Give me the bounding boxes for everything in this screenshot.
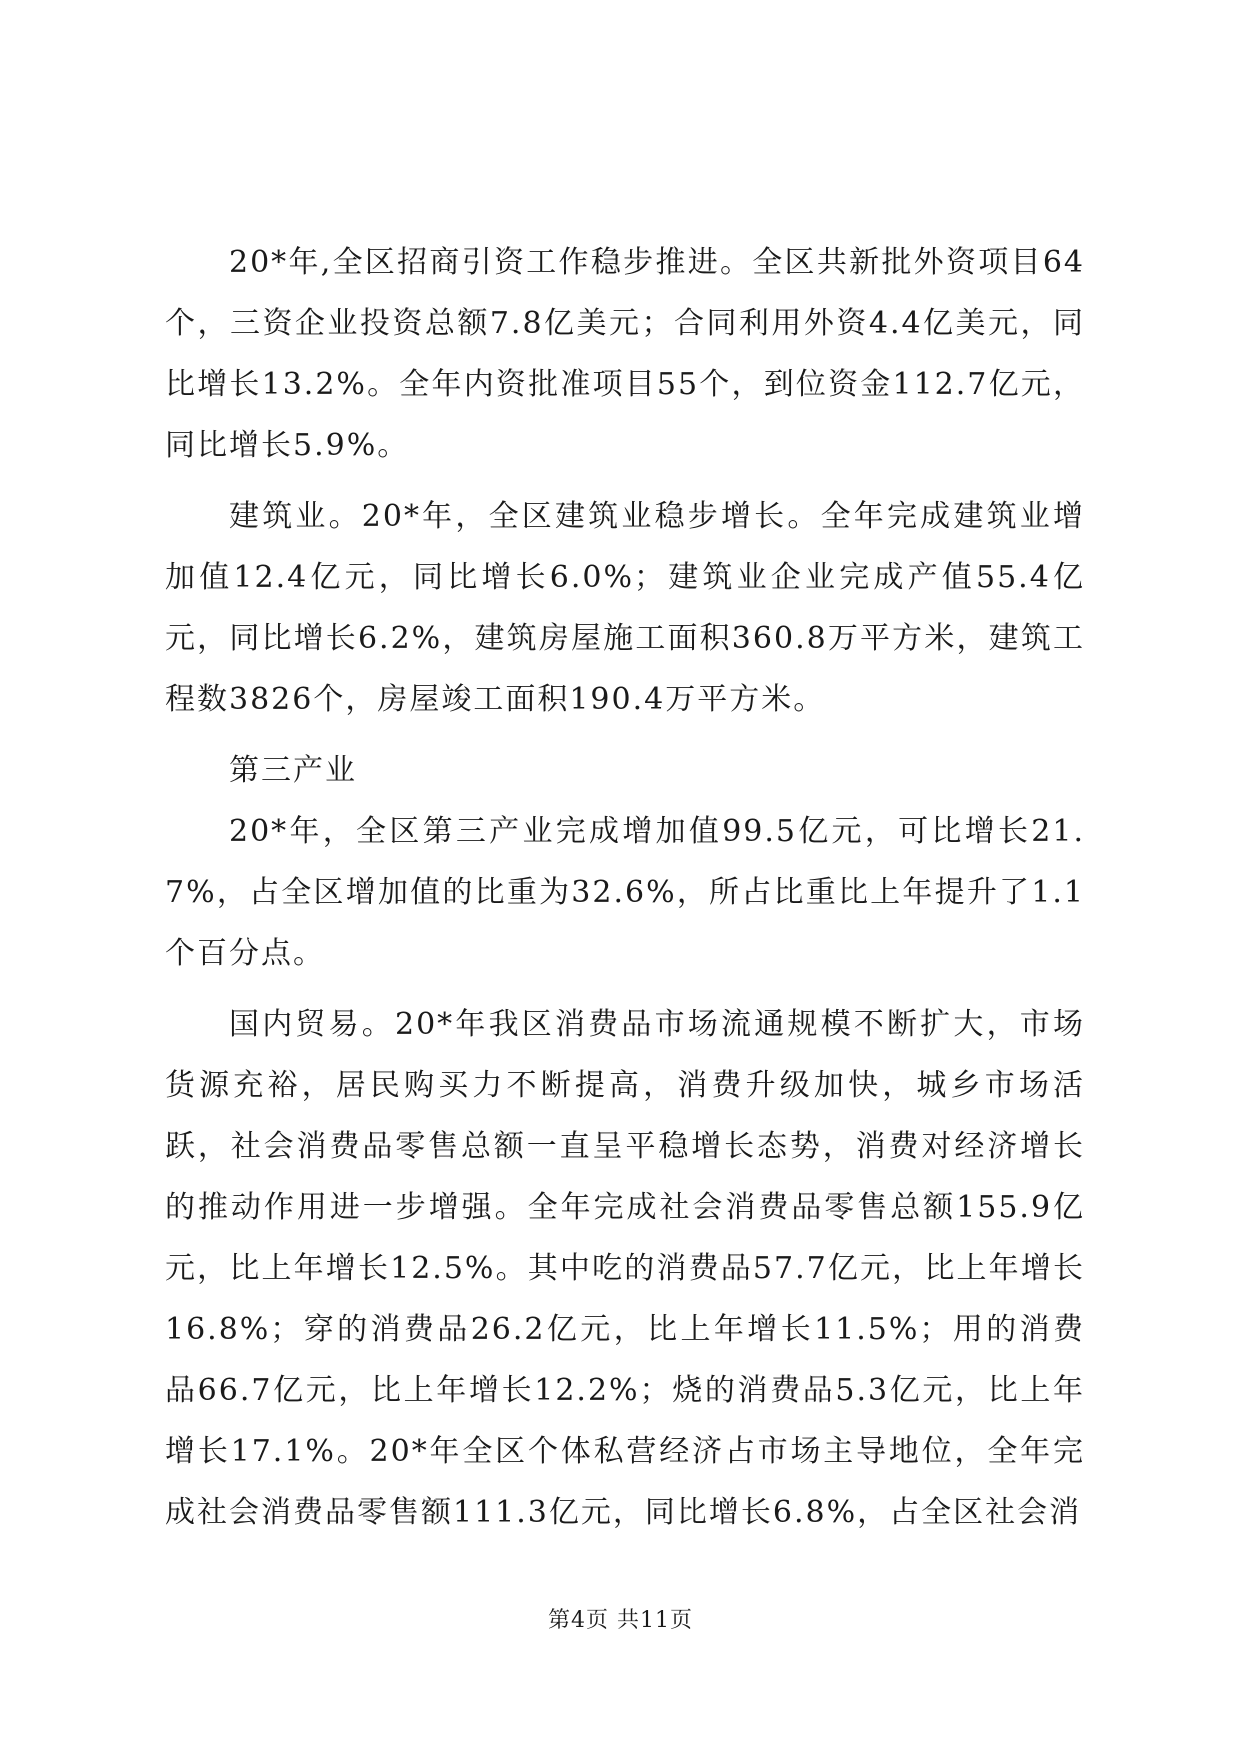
paragraph-tertiary-industry: 20*年，全区第三产业完成增加值99.5亿元，可比增长21.7%，占全区增加值的比重为32.6%，所占比重比上年提升了1.1个百分点。: [165, 814, 1085, 971]
page-number-footer: 第4页 共11页: [548, 1608, 693, 1633]
paragraph-domestic-trade: 国内贸易。20*年我区消费品市场流通规模不断扩大，市场货源充裕，居民购买力不断提高，消费升级加快，城乡市场活跃，社会消费品零售总额一直呈平稳增长态势，消费对经济增长的推动作用进一步增强。全年完成社会消费品零售总额155.9亿元，比上年增长12.5%。其中吃的消费品57.7亿元，比上年增长16.8%；穿的消费品26.2亿元，比上年增长11.5%；用的消费品66.7亿元，比上年增长12.2%；烧的消费品5.3亿元，比上年增长17.1%。20*年全区个体私营经济占市场主导地位，全年完成社会消费品零售额111.3亿元，同比增长6.8%，占全区社会消: [165, 1007, 1085, 1530]
section-heading-tertiary-industry: 第三产业: [229, 753, 357, 788]
document-body: [165, 232, 1085, 1553]
paragraph-construction: 建筑业。20*年，全区建筑业稳步增长。全年完成建筑业增加值12.4亿元，同比增长6.0%；建筑业企业完成产值55.4亿元，同比增长6.2%，建筑房屋施工面积360.8万平方米，建筑工程数3826个，房屋竣工面积190.4万平方米。: [165, 499, 1085, 717]
paragraph-investment: 20*年,全区招商引资工作稳步推进。全区共新批外资项目64个，三资企业投资总额7.8亿美元；合同利用外资4.4亿美元，同比增长13.2%。全年内资批准项目55个，到位资金112.7亿元，同比增长5.9%。: [165, 245, 1085, 463]
